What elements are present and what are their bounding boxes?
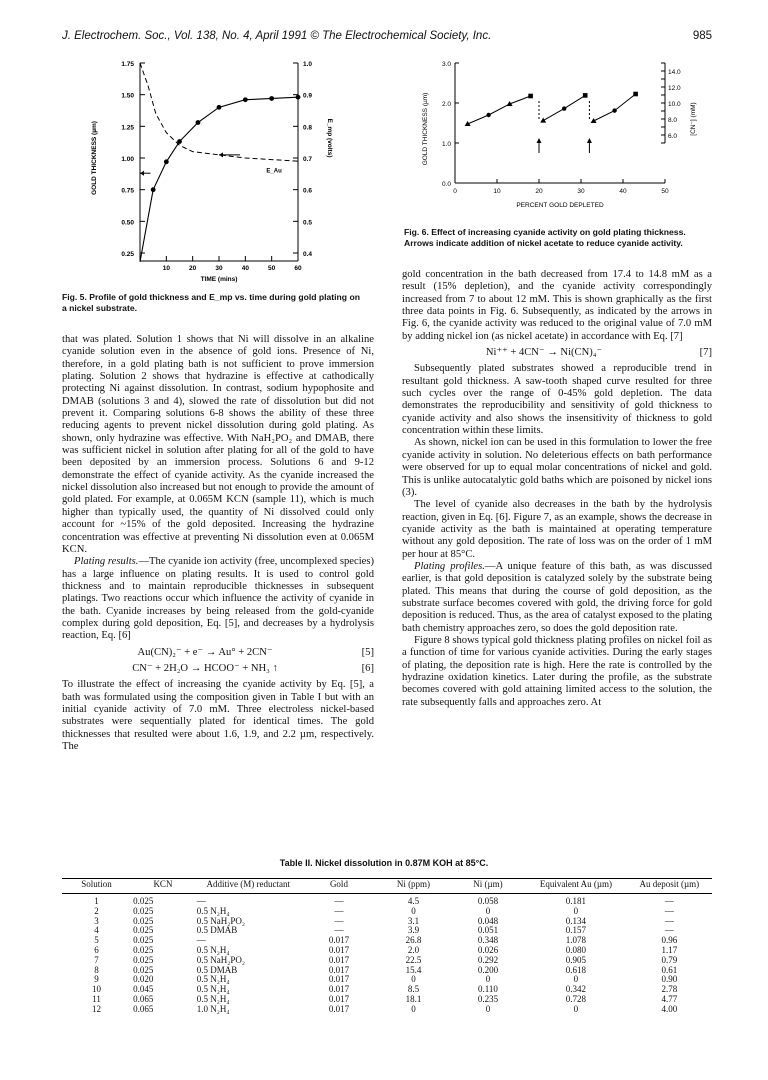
cell-ni-ppm: 0 [411,974,416,985]
table-row [62,1005,712,1015]
cell-gold: 0.017 [328,935,350,946]
cell-solution: 6 [94,944,99,955]
cell-au-deposit: — [664,905,674,916]
cell-kcn: 0.025 [133,896,154,906]
cell-additive: 0.5 N₂H₄ [196,905,230,916]
cell-solution: 1 [94,896,99,906]
cell-equivalent-au: 0.342 [565,984,587,995]
arrow-head-left [140,171,144,176]
nickel-addition-arrow-head [587,138,592,143]
cell-ni-ppm: 3.9 [407,925,420,936]
cell-ni-ppm: 3.1 [407,915,420,926]
table-row [62,975,712,985]
cell-additive: 0.5 N₂H₄ [196,944,230,955]
eau-annotation: E_Au [266,168,282,175]
page-number: 985 [692,30,712,42]
gold-thickness-point [243,97,248,102]
cell-ni-um: 0 [485,1003,491,1014]
cell-ni-ppm: 15.4 [405,964,422,975]
cell-ni-um: 0.058 [477,896,499,906]
y-right-axis-title: [CN⁻] (mM) [690,102,697,136]
left-column [62,334,374,753]
cell-kcn: 0.065 [133,1003,154,1014]
y-right-tick-label: 0.6 [303,187,313,195]
x-tick-label: 20 [189,265,197,272]
x-tick-label: 0 [453,188,457,195]
equation-5-expression: Au(CN)₂⁻ + e⁻ → Au° + 2CN⁻ [137,646,273,658]
cell-solution: 5 [94,935,99,946]
cell-kcn: 0.025 [133,925,154,936]
cell-kcn: 0.025 [133,964,154,975]
cell-au-deposit: 0.90 [661,974,678,985]
col-header-kcn: KCN [153,879,173,889]
cell-kcn: 0.025 [133,944,154,955]
y-right-tick-label: 12.0 [668,85,681,92]
y-tick-label: 2.0 [441,101,451,108]
table-row [62,956,712,966]
y-tick-label: 1.00 [121,156,134,163]
x-tick-label: 20 [535,188,543,195]
figure-6 [405,55,715,225]
cell-gold: 0.017 [328,993,350,1004]
y-right-tick-label: 8.0 [668,117,678,124]
left-paragraph-2 [62,556,374,642]
x-axis-title: TIME (mins) [200,276,238,283]
cell-additive: — [196,935,206,946]
cell-ni-ppm: 4.5 [407,896,420,906]
left-paragraph-1: that was plated. Solution 1 shows that Ni will dissolve in an alkaline cyanide solution even in the absence of gold ions. Presence of Ni, therefore, in a gold plating bath is not sufficient to prove immersion plating. Solution 2 shows that hydrazine is effective at cathodically protecting Ni against dissolution. In contrast, sodium hypophosite and DMAB (solutions 3 and 4), slowed the rate of dissolution but did not prevent it. Comparing solutions 6-8 shows the ability of these three reducing agents to prevent nickel dissolution during gold plating. As shown, only hydrazine was effective. With NaH₂PO₂ and DMAB, there was sufficient nickel in solution after plating for all of the gold to have been deposited by an immersion process. Solutions 6 and 9-12 demonstrate the effect of cyanide activity. As the cyanide increased the nickel dissolution also increased but not enough to provide the amount of gold plated. For example, at 0.065M KCN (sample 11), which is much higher than typically used, the quantity of Ni dissolved could only account for ~15% of the gold deposited. Increasing the hydrazine concentration was effective at preventing Ni dissolution even at 0.065M KCN. [62,334,374,555]
cell-equivalent-au: 0.728 [565,993,587,1004]
col-header-additive: Additive (M) reductant [206,879,290,889]
emp-dashed-line [140,63,298,161]
cyanide-peak-marker [633,92,638,97]
cell-equivalent-au: 0 [573,974,579,985]
cell-ni-um: 0 [485,905,491,916]
sawtooth-line [468,96,531,124]
x-tick-label: 50 [268,265,276,272]
cell-au-deposit: — [664,896,674,906]
equation-5-number: [5] [361,646,374,658]
y-tick-label: 0.50 [121,219,134,227]
cell-gold: 0.017 [328,974,350,985]
cell-au-deposit: 2.78 [661,984,678,995]
sawtooth-line [594,94,636,121]
cell-au-deposit: — [664,925,674,936]
cell-ni-um: 0.110 [477,984,498,995]
figure-6-chart [405,55,715,225]
cell-additive: 0.5 NaH₂PO₂ [196,915,246,926]
table-row [62,995,712,1005]
y-tick-label: 1.75 [121,61,134,68]
cell-solution: 7 [94,954,99,965]
cell-solution: 4 [94,925,99,936]
cell-additive: — [196,896,206,906]
cell-gold: 0.017 [328,944,350,955]
right-column [402,269,712,709]
figure-5 [60,55,360,285]
y-axis-title: GOLD THICKNESS (µm) [422,92,429,166]
cell-kcn: 0.025 [133,915,154,926]
cell-equivalent-au: 0.134 [565,915,587,926]
table-row [62,946,712,956]
cell-gold: — [334,905,344,916]
table-row [62,894,712,907]
y-right-axis-title: E_mp (volts) [326,118,333,158]
y-tick-label: 0.25 [121,251,134,258]
cell-ni-ppm: 26.8 [405,935,422,946]
right-paragraph-2: Subsequently plated substrates showed a reproducible trend in resultant gold thickness. A saw-tooth shaped curve resulted for three such cycles over the range of 0-45% gold depletion. The data demonstrates the reproducibility and sensitivity of gold thickness to cyanide activity and also shows the insensitivity of thickness to gold concentration within these limits. [402,363,712,437]
x-tick-label: 30 [577,188,585,195]
y-right-tick-label: 0.4 [303,251,313,258]
cell-ni-ppm: 0 [411,1003,416,1014]
cell-au-deposit: 0.61 [661,964,678,975]
cell-kcn: 0.025 [133,935,154,946]
right-paragraph-4: The level of cyanide also decreases in the bath by the hydrolysis reaction, given in Eq. [6]. Figure 7, as an example, shows the decrease in cyanide activity as the bath is maintained at operating temperature without any gold deposition. The rate of loss was on the order of 1 mM per hour at 85°C. [402,499,712,560]
cell-au-deposit: 1.17 [661,944,678,955]
gold-thickness-point [196,120,201,125]
cell-ni-ppm: 8.5 [407,984,420,995]
cell-ni-um: 0 [485,974,491,985]
cell-solution: 2 [94,905,99,916]
table-row [62,985,712,995]
cell-gold: — [334,925,344,936]
gold-thickness-point [151,187,156,192]
cell-additive: 0.5 N₂H₄ [196,984,230,995]
equation-6-number: [6] [361,662,374,674]
cell-additive: 0.5 NaH₂PO₂ [196,954,246,965]
x-tick-label: 40 [619,188,627,195]
equation-5 [62,647,374,659]
cell-au-deposit: 0.79 [661,954,678,965]
x-tick-label: 50 [661,188,669,195]
plating-profiles-text: —A unique feature of this bath, as was discussed earlier, is that gold deposition is catalyzed solely by the substrate being plated. This means that during the course of gold deposition, as the substrate surface becomes covered with gold, the driving force for gold deposition is reduced. Thus, as the area of catalyst exposed to the plating bath chemistry approaches zero, so does the gold deposition rate. [402,560,712,634]
cell-ni-ppm: 18.1 [405,993,422,1004]
nickel-dissolution-table [62,878,712,1015]
y-tick-label: 1.50 [121,92,134,100]
y-right-tick-label: 0.9 [303,92,313,100]
cell-equivalent-au: 0.080 [565,944,587,955]
gold-thickness-point [269,96,274,101]
cell-additive: 0.5 DMAB [196,964,238,975]
cell-gold: — [334,896,344,906]
gold-thickness-point [562,106,566,110]
equation-7 [402,347,712,359]
plating-results-heading: Plating results. [74,556,139,568]
figure-6-caption: Fig. 6. Effect of increasing cyanide activity on gold plating thickness. Arrows indicate addition of nickel acetate to reduce cyanide activity. [404,227,686,248]
cell-solution: 3 [94,915,99,926]
cell-equivalent-au: 0.181 [565,896,587,906]
cell-kcn: 0.025 [133,905,154,916]
cell-gold: 0.017 [328,1003,350,1014]
cell-kcn: 0.020 [133,974,154,985]
cell-equivalent-au: 0.618 [565,964,587,975]
gold-thickness-point [164,159,169,164]
left-paragraph-3: To illustrate the effect of increasing the cyanide activity by Eq. [5], a bath was formulated using the composition given in Table I but with an initial cyanide activity of 7.0 mM. Three electroless nickel-based substrates were sequentially plated for identical times. The gold thicknesses that resulted were about 1.6, 1.9, and 2.2 µm, respectively. The [62,679,374,752]
equation-7-number: [7] [699,347,712,359]
plating-profiles-heading: Plating profiles. [414,560,485,572]
table-row [62,966,712,976]
x-axis-title: PERCENT GOLD DEPLETED [516,202,604,209]
right-paragraph-5 [402,561,712,635]
y-right-tick-label: 14.0 [668,69,681,76]
cell-au-deposit: 4.77 [661,993,678,1004]
y-right-tick-label: 6.0 [668,133,678,140]
equation-7-expression: Ni⁺⁺ + 4CN⁻ → Ni(CN)₄⁻ [485,347,603,359]
right-paragraph-6: Figure 8 shows typical gold thickness plating profiles on nickel foil as a function of time for various cyanide activities. During the early stages of plating, the deposition rate is high. Here the rate is controlled by the hydrazine oxidation kinetics. Later during the profile, as the substrate becomes covered with gold attaining limited access to the solution, the rate subsequently falls and approaches zero. At [402,634,712,708]
cell-gold: 0.017 [328,964,350,975]
equation-6 [62,663,374,675]
table-row [62,917,712,927]
y-tick-label: 3.0 [441,61,451,68]
cell-ni-ppm: 22.5 [405,954,422,965]
figure-5-caption: Fig. 5. Profile of gold thickness and E_mp vs. time during gold plating on a nickel substrate. [62,292,360,313]
cell-kcn: 0.065 [133,993,154,1004]
y-tick-label: 1.0 [441,141,451,148]
cell-au-deposit: 4.00 [661,1003,678,1014]
y-tick-label: 0.75 [121,187,134,195]
cyanide-peak-marker [583,93,588,98]
y-right-tick-label: 1.0 [303,61,313,68]
right-paragraph-3: As shown, nickel ion can be used in this formulation to lower the free cyanide activity in solution. No deleterious effects on bath performance were observed for up to equal molar concentrations of nickel and gold. This is unlike autocatalytic gold baths which are poisoned by nickel ions (3). [402,437,712,498]
cell-ni-um: 0.026 [477,944,499,955]
x-tick-label: 40 [241,265,249,272]
col-header-ni-um: Ni (µm) [473,879,503,889]
y-axis-title: GOLD THICKNESS (µm) [91,121,98,195]
cell-equivalent-au: 0 [573,905,579,916]
cell-ni-um: 0.048 [477,915,499,926]
x-tick-label: 60 [294,265,302,272]
cell-kcn: 0.045 [133,984,154,995]
gold-thickness-triangle [540,118,546,123]
table-header-row [62,879,712,894]
cell-ni-um: 0.292 [477,954,499,965]
gold-thickness-point [486,113,490,117]
col-header-gold: Gold [329,879,348,889]
cell-solution: 11 [92,993,101,1004]
arrow-head-emp [219,152,223,157]
gold-thickness-point [612,108,616,112]
cell-equivalent-au: 0 [573,1003,579,1014]
cell-au-deposit: 0.96 [661,935,678,946]
y-right-tick-label: 0.5 [303,219,313,227]
cell-ni-ppm: 2.0 [407,944,420,955]
col-header-equivalent-au: Equivalent Au (µm) [539,879,613,889]
cell-ni-ppm: 0 [411,905,416,916]
cell-solution: 10 [92,984,102,995]
cell-gold: 0.017 [328,984,350,995]
journal-citation: J. Electrochem. Soc., Vol. 138, No. 4, April 1991 © The Electrochemical Society, Inc. [62,30,492,42]
equation-6-expression: CN⁻ + 2H₂O → HCOO⁻ + NH₃ ↑ [132,662,278,674]
cell-solution: 9 [94,974,99,985]
plating-results-text: —The cyanide ion activity (free, uncomplexed species) has a large influence on plating results. It is used to control gold thickness and to maintain reproducible thicknesses in subsequent platings. Two reactions occur which influence the activity of cyanide in the bath. Cyanide increases by being released from the gold-cyanide complex during gold deposition, Eq. [5], and decreases by a hydrolysis reaction, Eq. [6] [62,556,374,642]
table-2-title: Table II. Nickel dissolution in 0.87M KOH at 85°C. [279,858,489,868]
y-right-tick-label: 0.7 [303,156,313,163]
cell-kcn: 0.025 [133,954,154,965]
cell-additive: 1.0 N₂H₄ [196,1003,230,1014]
cyanide-peak-marker [528,94,533,99]
table-row [62,926,712,936]
nickel-addition-arrow-head [537,138,542,143]
x-tick-label: 10 [162,265,170,272]
cell-additive: 0.5 DMAB [196,925,238,936]
cell-ni-um: 0.235 [477,993,499,1004]
cell-solution: 8 [94,964,99,975]
cell-ni-um: 0.051 [477,925,499,936]
x-tick-label: 30 [215,265,223,272]
cell-additive: 0.5 N₂H₄ [196,974,230,985]
table-row [62,907,712,917]
cell-au-deposit: — [664,915,674,926]
right-paragraph-1: gold concentration in the bath decreased from 17.4 to 14.8 mM as a result (15% depletion), and the cyanide activity correspondingly increased from 7 to about 12 mM. This is shown graphically as the first three data points in Fig. 6. Subsequently, as indicated by the arrows in Fig. 6, the cyanide activity was reduced to the original value of 7.0 mM by adding nickel ion (as nickel acetate) in accordance with Eq. [7] [402,269,712,342]
cell-gold: — [334,915,344,926]
gold-thickness-line [140,97,298,262]
table-row [62,936,712,946]
cell-ni-um: 0.348 [477,935,499,946]
page-header [62,30,712,46]
gold-thickness-point [296,95,301,100]
x-tick-label: 10 [493,188,501,195]
cell-equivalent-au: 0.157 [565,925,587,936]
gold-thickness-point [217,105,222,110]
cell-ni-um: 0.200 [477,964,499,975]
y-right-tick-label: 0.8 [303,124,313,132]
y-tick-label: 0.0 [441,181,451,188]
cell-gold: 0.017 [328,954,350,965]
table-body [62,894,712,1015]
cell-equivalent-au: 0.905 [565,954,587,965]
figure-5-chart [60,55,360,285]
table-2 [62,878,712,1015]
col-header-ni-ppm: Ni (ppm) [396,879,431,889]
col-header-au-deposit: Au deposit (µm) [639,879,700,889]
y-right-tick-label: 10.0 [668,101,681,108]
cell-additive: 0.5 N₂H₄ [196,993,230,1004]
cell-equivalent-au: 1.078 [565,935,587,946]
col-header-solution: Solution [81,879,112,889]
y-tick-label: 1.25 [121,124,134,132]
cell-solution: 12 [92,1003,102,1014]
